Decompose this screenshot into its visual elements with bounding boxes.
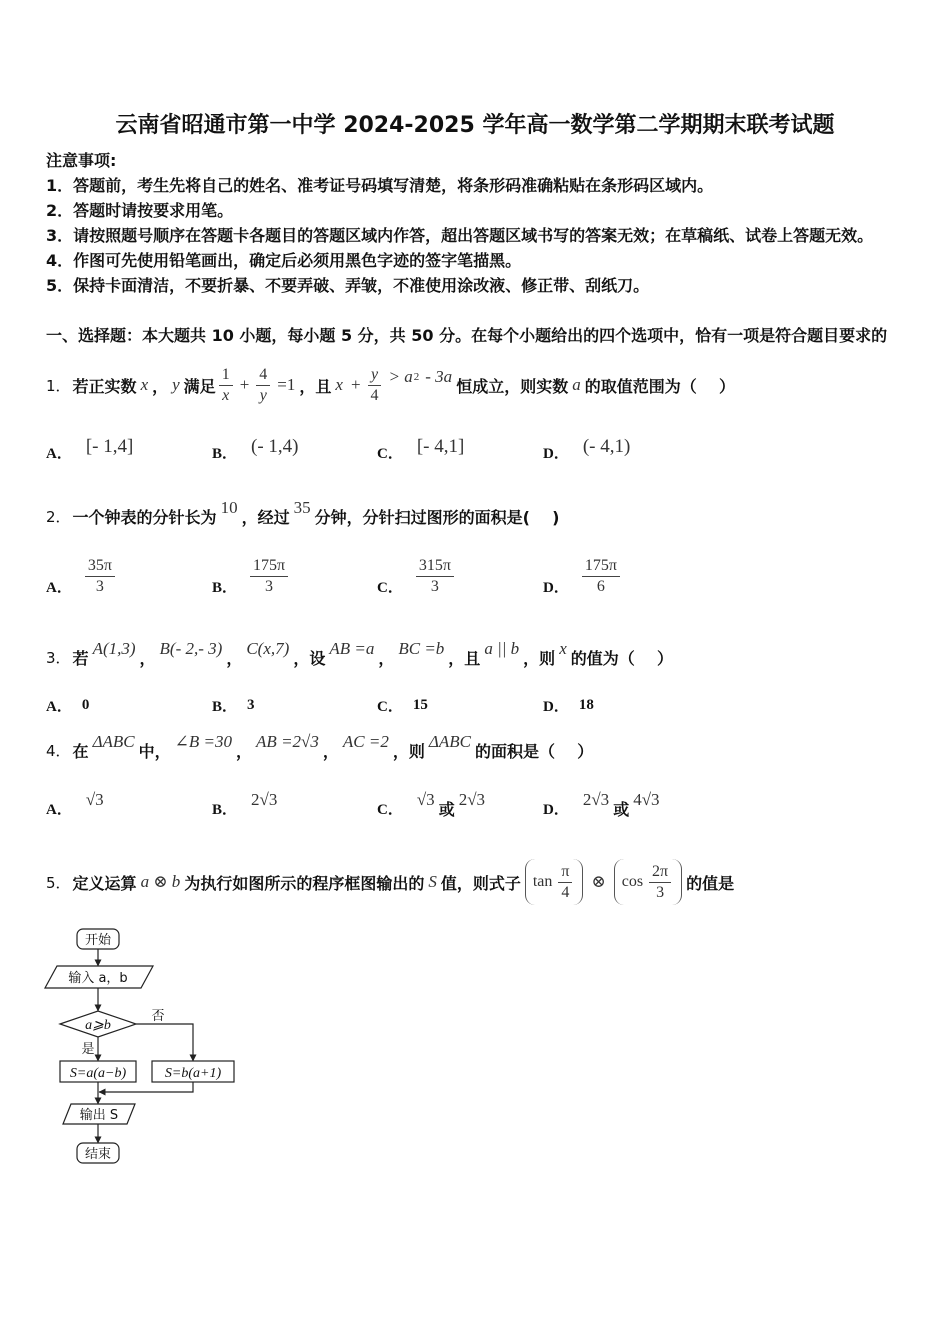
separator: ，: [322, 741, 339, 761]
q2-option-d: [543, 551, 623, 601]
stem-text: 中，: [138, 741, 171, 761]
variable-y: y: [172, 375, 180, 394]
stem-text: 在: [72, 741, 89, 761]
question-5-stem: [46, 856, 734, 908]
q4-option-d: [543, 790, 664, 823]
separator: ，: [236, 741, 253, 761]
option-letter: C．: [377, 579, 403, 596]
option-value-second: 4√3: [633, 790, 660, 809]
option-fraction: [250, 556, 288, 597]
option-value: √3: [85, 790, 104, 809]
numerator: 35π: [85, 556, 115, 577]
inequality-tail: - 3a: [425, 367, 453, 386]
q1-option-a: [46, 437, 137, 467]
option-value: [- 1,4]: [85, 436, 134, 457]
q2-option-a: [46, 551, 118, 601]
stem-text: 定义运算: [72, 873, 137, 893]
exam-title: 云南省昭通市第一中学 2024-2025 学年高一数学第二学期期末联考试题: [115, 113, 835, 138]
option-letter: A．: [46, 445, 72, 462]
option-letter: A．: [46, 698, 72, 715]
option-value-first: 2√3: [582, 790, 610, 809]
variable-x: x: [559, 639, 567, 658]
numerator: π: [558, 862, 572, 883]
program-flowchart: [40, 920, 240, 1170]
option-value: 2√3: [251, 790, 278, 809]
point-c: C(x,7): [246, 639, 290, 658]
left-operand: [525, 859, 584, 905]
denominator: 3: [656, 883, 665, 901]
function-cos: cos: [621, 873, 644, 890]
q1-option-d: [543, 437, 634, 467]
elapsed-minutes: 35: [293, 498, 311, 517]
option-letter: D．: [543, 801, 569, 818]
question-number: 4．: [46, 741, 71, 760]
fraction-1-over-x: [219, 365, 233, 406]
point-a: A(1,3): [92, 639, 136, 658]
option-fraction: [582, 556, 620, 597]
denominator: 6: [596, 577, 605, 595]
notice-item-5: 5．保持卡面清洁，不要折暴、不要弄破、弄皱，不准使用涂改液、修正带、刮纸刀。: [46, 276, 650, 295]
condition-label: a⩾b: [85, 1018, 111, 1033]
stem-text: 一个钟表的分针长为: [72, 507, 217, 527]
stem-text: 恒成立，则实数: [456, 376, 569, 396]
option-letter: D．: [543, 698, 569, 715]
q3-option-b: [212, 693, 255, 717]
function-tan: tan: [532, 873, 553, 890]
notice-item-4: 4．作图可先使用铅笔画出，确定后必须用黑色字迹的签字笔描黑。: [46, 251, 522, 270]
q4-option-a: [46, 790, 108, 823]
q3-option-a: [46, 693, 89, 717]
right-operand: [614, 859, 682, 905]
option-fraction: [416, 556, 454, 597]
stem-text: 若: [72, 648, 89, 668]
option-letter: B．: [212, 579, 238, 596]
numerator: 1: [219, 365, 233, 386]
option-letter: D．: [543, 445, 569, 462]
notice-item-2: 2．答题时请按要求用笔。: [46, 201, 234, 220]
exponent: 2: [413, 371, 420, 383]
denominator: y: [259, 386, 267, 404]
stem-text: 的取值范围为（ ）: [584, 376, 735, 396]
end-label: 结束: [84, 1147, 112, 1162]
q4-option-c: [377, 790, 489, 823]
fraction-2pi-over-3: [649, 862, 671, 903]
equals-one: =1: [277, 375, 296, 394]
input-label: 输入 a，b: [68, 971, 128, 986]
numerator: 175π: [582, 556, 620, 577]
q4-option-b: [212, 790, 281, 823]
question-number: 1．: [46, 376, 71, 395]
fraction-pi-over-4: [558, 862, 572, 903]
stem-text: 的值为（ ）: [570, 648, 674, 668]
question-number: 2．: [46, 507, 71, 526]
denominator: 4: [561, 883, 570, 901]
start-label: 开始: [84, 933, 112, 948]
stem-text: 值，则式子: [440, 873, 521, 893]
option-letter: B．: [212, 801, 238, 818]
fraction-4-over-y: [256, 365, 270, 406]
output-label: 输出 S: [79, 1108, 119, 1123]
yes-process-label: S=a(a−b): [69, 1066, 127, 1081]
option-value: 18: [578, 696, 594, 713]
triangle-abc: ΔABC: [92, 732, 135, 751]
no-branch-label: 否: [151, 1009, 165, 1024]
option-value: [- 4,1]: [416, 436, 465, 457]
side-ac: AC =2: [342, 732, 389, 751]
numerator: 175π: [250, 556, 288, 577]
option-value: (- 4,1): [582, 436, 631, 457]
separator: ，: [152, 376, 169, 396]
q3-option-d: [543, 693, 594, 717]
numerator: 315π: [416, 556, 454, 577]
question-4-stem: [46, 732, 594, 765]
angle-b: ∠B =30: [174, 732, 233, 751]
denominator: 3: [265, 577, 274, 595]
numerator: y: [368, 365, 381, 386]
fraction-y-over-4: [368, 365, 382, 406]
notice-item-1: 1．答题前，考生先将自己的姓名、准考证号码填写清楚，将条形码准确粘贴在条形码区域内。: [46, 176, 714, 195]
side-ab: AB =2√3: [256, 732, 319, 751]
stem-text: 的面积是（ ）: [474, 741, 594, 761]
q1-option-c: [377, 437, 468, 467]
q1-option-b: [212, 437, 303, 467]
stem-text: 分钟，分针扫过图形的面积是( ): [314, 507, 560, 527]
option-value: (- 1,4): [251, 436, 299, 457]
separator: ，: [226, 648, 243, 668]
no-process-label: S=b(a+1): [164, 1066, 222, 1081]
variable-x: x: [140, 375, 149, 394]
option-conjunction: 或: [613, 799, 630, 819]
option-letter: D．: [543, 579, 569, 596]
option-letter: C．: [377, 801, 403, 818]
stem-text: ，且: [448, 648, 481, 668]
otimes-operator: ⊗: [591, 872, 606, 891]
q2-option-b: [212, 551, 291, 601]
flow-arrow-merge: [99, 1082, 193, 1092]
variable-a: a: [572, 375, 581, 394]
option-conjunction: 或: [438, 799, 455, 819]
greater-than-a: > a: [388, 367, 413, 386]
option-letter: B．: [212, 698, 238, 715]
option-value-first: √3: [416, 790, 435, 809]
denominator: 4: [370, 386, 379, 404]
option-letter: A．: [46, 801, 72, 818]
stem-text: 的值是: [686, 873, 735, 893]
plus-sign: +: [239, 375, 250, 394]
operation-a-otimes-b: a ⊗ b: [140, 872, 181, 891]
numerator: 2π: [649, 862, 671, 883]
section-header: 一、选择题：本大题共 10 小题，每小题 5 分，共 50 分。在每个小题给出的四个选项中，恰有一项是符合题目要求的: [46, 326, 888, 345]
question-number: 3．: [46, 648, 71, 667]
plus-sign: +: [350, 375, 361, 394]
stem-text: ，设: [293, 648, 326, 668]
stem-text: ，则: [392, 741, 425, 761]
stem-text: 为执行如图所示的程序框图输出的: [184, 873, 425, 893]
question-number: 5．: [46, 873, 71, 892]
stem-text: 满足: [183, 376, 216, 396]
notice-heading: 注意事项:: [46, 151, 117, 170]
denominator: 3: [430, 577, 439, 595]
variable-s: S: [428, 872, 437, 891]
numerator: 4: [256, 365, 270, 386]
stem-text: 若正实数: [72, 376, 137, 396]
inequality-lhs-x: x: [335, 375, 343, 394]
notice-item-3: 3．请按照题号顺序在答题卡各题目的答题区域内作答，超出答题区域书写的答案无效；在草稿纸、试卷上答题无效。: [46, 226, 874, 245]
option-value: 3: [247, 696, 255, 713]
hand-length: 10: [220, 498, 238, 517]
yes-branch-label: 是: [81, 1042, 95, 1057]
triangle-abc: ΔABC: [428, 732, 471, 751]
option-value-second: 2√3: [458, 790, 486, 809]
vector-bc: BC =b: [398, 639, 445, 658]
stem-text: ，则: [523, 648, 556, 668]
question-1-stem: [46, 360, 735, 410]
stem-text: ，且: [299, 376, 332, 396]
flow-arrow-no: [136, 1024, 193, 1061]
option-fraction: [85, 556, 115, 597]
denominator: x: [222, 386, 230, 404]
option-value: 15: [412, 696, 428, 713]
option-letter: C．: [377, 698, 403, 715]
separator: ，: [139, 648, 156, 668]
point-b: B(- 2,- 3): [159, 639, 223, 658]
parallel-condition: a || b: [484, 639, 520, 658]
denominator: 3: [95, 577, 104, 595]
q3-option-c: [377, 693, 428, 717]
stem-text: ，经过: [241, 507, 290, 527]
question-3-stem: [46, 639, 674, 672]
vector-ab: AB =a: [329, 639, 375, 658]
option-letter: B．: [212, 445, 238, 462]
option-letter: A．: [46, 579, 72, 596]
separator: ，: [378, 648, 395, 668]
option-value: 0: [81, 696, 90, 713]
q2-option-c: [377, 551, 457, 601]
question-2-stem: [46, 498, 560, 531]
option-letter: C．: [377, 445, 403, 462]
